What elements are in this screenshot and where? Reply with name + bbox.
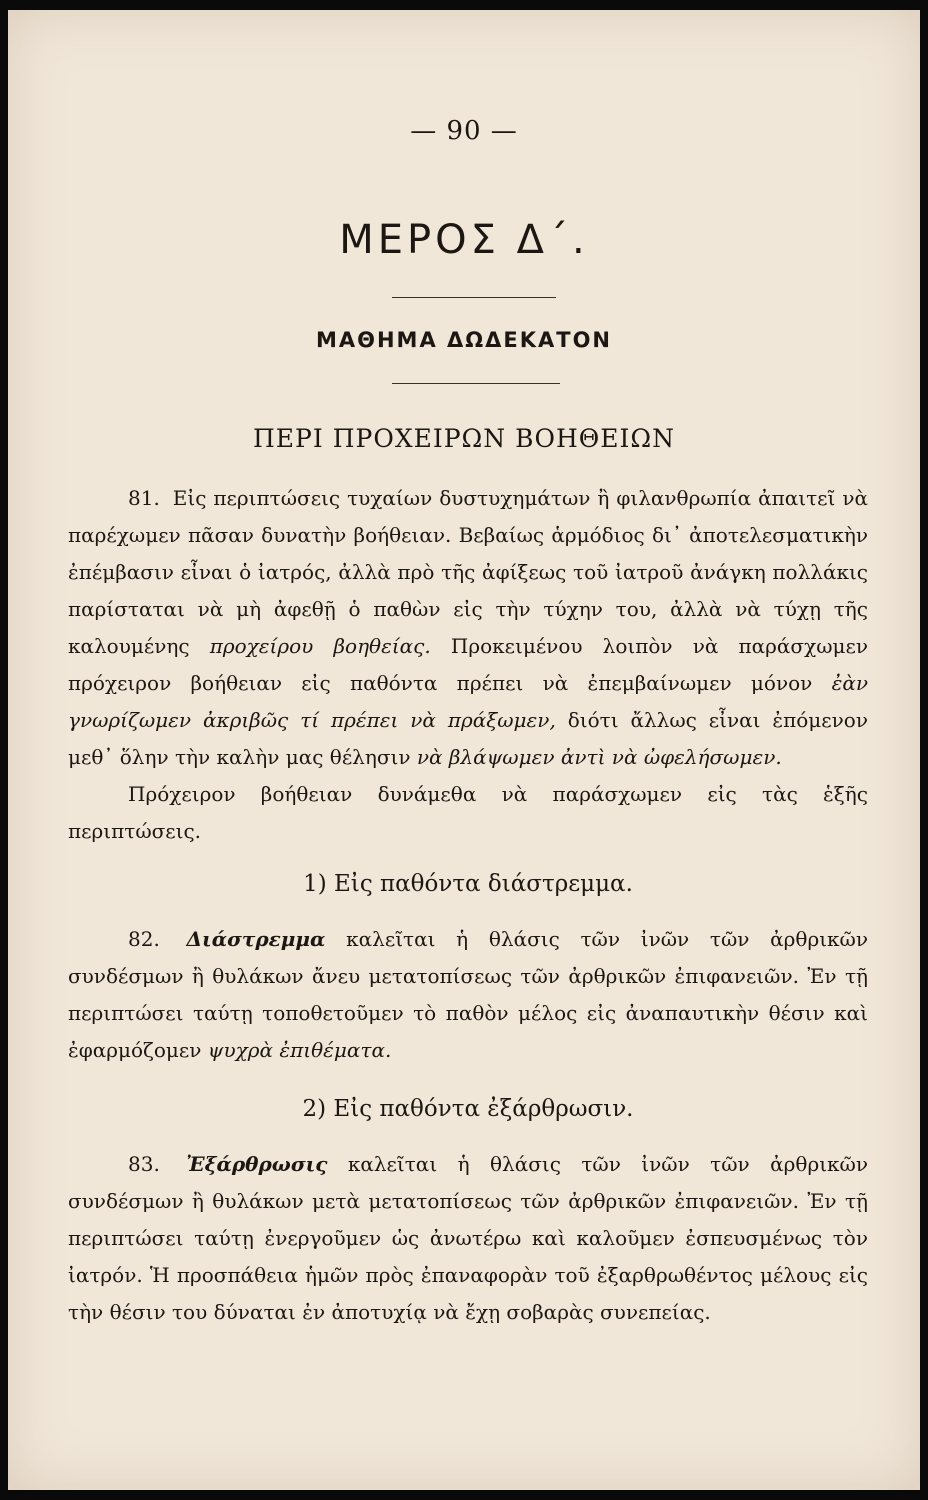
- paragraph-number: 83.: [128, 1152, 160, 1176]
- lesson-title: ΜΑΘΗΜΑ ΔΩΔΕΚΑΤΟΝ: [315, 328, 613, 352]
- page-number: — 90 —: [410, 116, 518, 146]
- paragraph-81: [68, 480, 868, 776]
- subheading-sprain: 1) Εἰς παθόντα διάστρεμμα.: [303, 871, 633, 897]
- paragraph-text: Προκειμένου λοιπὸν νὰ παράσχωμεν πρόχειρον βοήθειαν εἰς παθόντα πρέπει νὰ ἐπεμβαίνωμεν μόνον: [68, 634, 869, 695]
- defined-term: Ἐξάρθρωσις: [186, 1152, 328, 1176]
- paragraph-81-continued: Πρόχειρον βοήθειαν δυνάμεθα νὰ παράσχωμεν εἰς τὰς ἑξῆς περιπτώσεις.: [68, 782, 868, 843]
- paragraph-text: διότι ἄλλως εἶναι ἐπόμενον μεθ᾽ ὅλην τὴν καλὴν μας θέλησιν: [68, 708, 869, 769]
- defined-term: Διάστρεμμα: [186, 927, 326, 951]
- book-page: [8, 10, 920, 1490]
- part-title: ΜΕΡΟΣ Δ΄.: [339, 217, 589, 263]
- body-text: [68, 480, 868, 1331]
- section-title: ΠΕΡΙ ΠΡΟΧΕΙΡΩΝ ΒΟΗΘΕΙΩΝ: [253, 424, 675, 453]
- divider-rule: [392, 297, 556, 298]
- emphasis-term: προχείρου βοηθείας.: [209, 634, 431, 658]
- paragraph-text: καλεῖται ἡ θλάσις τῶν ἰνῶν τῶν ἀρθρικῶν συνδέσμων ἢ θυλάκων μετὰ μετατοπίσεως τῶν ἀρθρικῶν ἐπιφανειῶν. Ἐν τῇ περιπτώσει ταύτῃ ἐνεργοῦμεν ὡς ἀνωτέρω καὶ καλοῦμεν ἐσπευσμένως τὸν ἰατρόν. Ἡ προσπάθεια ἡμῶν πρὸς ἐπαναφορὰν τοῦ ἐξαρθρωθέντος μέλους εἰς τὴν θέσιν του δύναται ἐν ἀποτυχίᾳ νὰ ἔχῃ σοβαρὰς συνεπείας.: [68, 1152, 869, 1324]
- subheading-dislocation: 2) Εἰς παθόντα ἐξάρθρωσιν.: [302, 1096, 634, 1122]
- emphasis-term: ψυχρὰ ἐπιθέματα.: [207, 1038, 392, 1062]
- paragraph-83: [68, 1146, 868, 1331]
- paragraph-text: καλεῖται ἡ θλάσις τῶν ἰνῶν τῶν ἀρθρικῶν συνδέσμων ἢ θυλάκων ἄνευ μετατοπίσεως τῶν ἀρθρικῶν ἐπιφανειῶν. Ἐν τῇ περιπτώσει ταύτῃ τοποθετοῦμεν τὸ παθὸν μέλος εἰς ἀναπαυτικὴν θέσιν καὶ ἐφαρμόζομεν: [68, 927, 869, 1062]
- emphasis-term: νὰ βλάψωμεν ἀντὶ νὰ ὠφελήσωμεν.: [416, 745, 782, 769]
- emphasis-term: ἐὰν γνωρίζωμεν ἀκριβῶς τί πρέπει νὰ πράξωμεν,: [68, 671, 868, 732]
- paragraph-number: 82.: [128, 927, 160, 951]
- divider-rule: [392, 383, 560, 384]
- paragraph-text: Εἰς περιπτώσεις τυχαίων δυστυχημάτων ἢ φιλανθρωπία ἀπαιτεῖ νὰ παρέχωμεν πᾶσαν δυνατὴν βοήθειαν. Βεβαίως ἁρμόδιος δι᾽ ἀποτελεσματικὴν ἐπέμβασιν εἶναι ὁ ἰατρός, ἀλλὰ πρὸ τῆς ἀφίξεως τοῦ ἰατροῦ ἀνάγκη πολλάκις παρίσταται νὰ μὴ ἀφεθῇ ὁ παθὼν εἰς τὴν τύχην του, ἀλλὰ νὰ τύχῃ τῆς καλουμένης: [68, 486, 869, 658]
- paragraph-number: 81.: [128, 486, 160, 510]
- paragraph-82: [68, 921, 868, 1069]
